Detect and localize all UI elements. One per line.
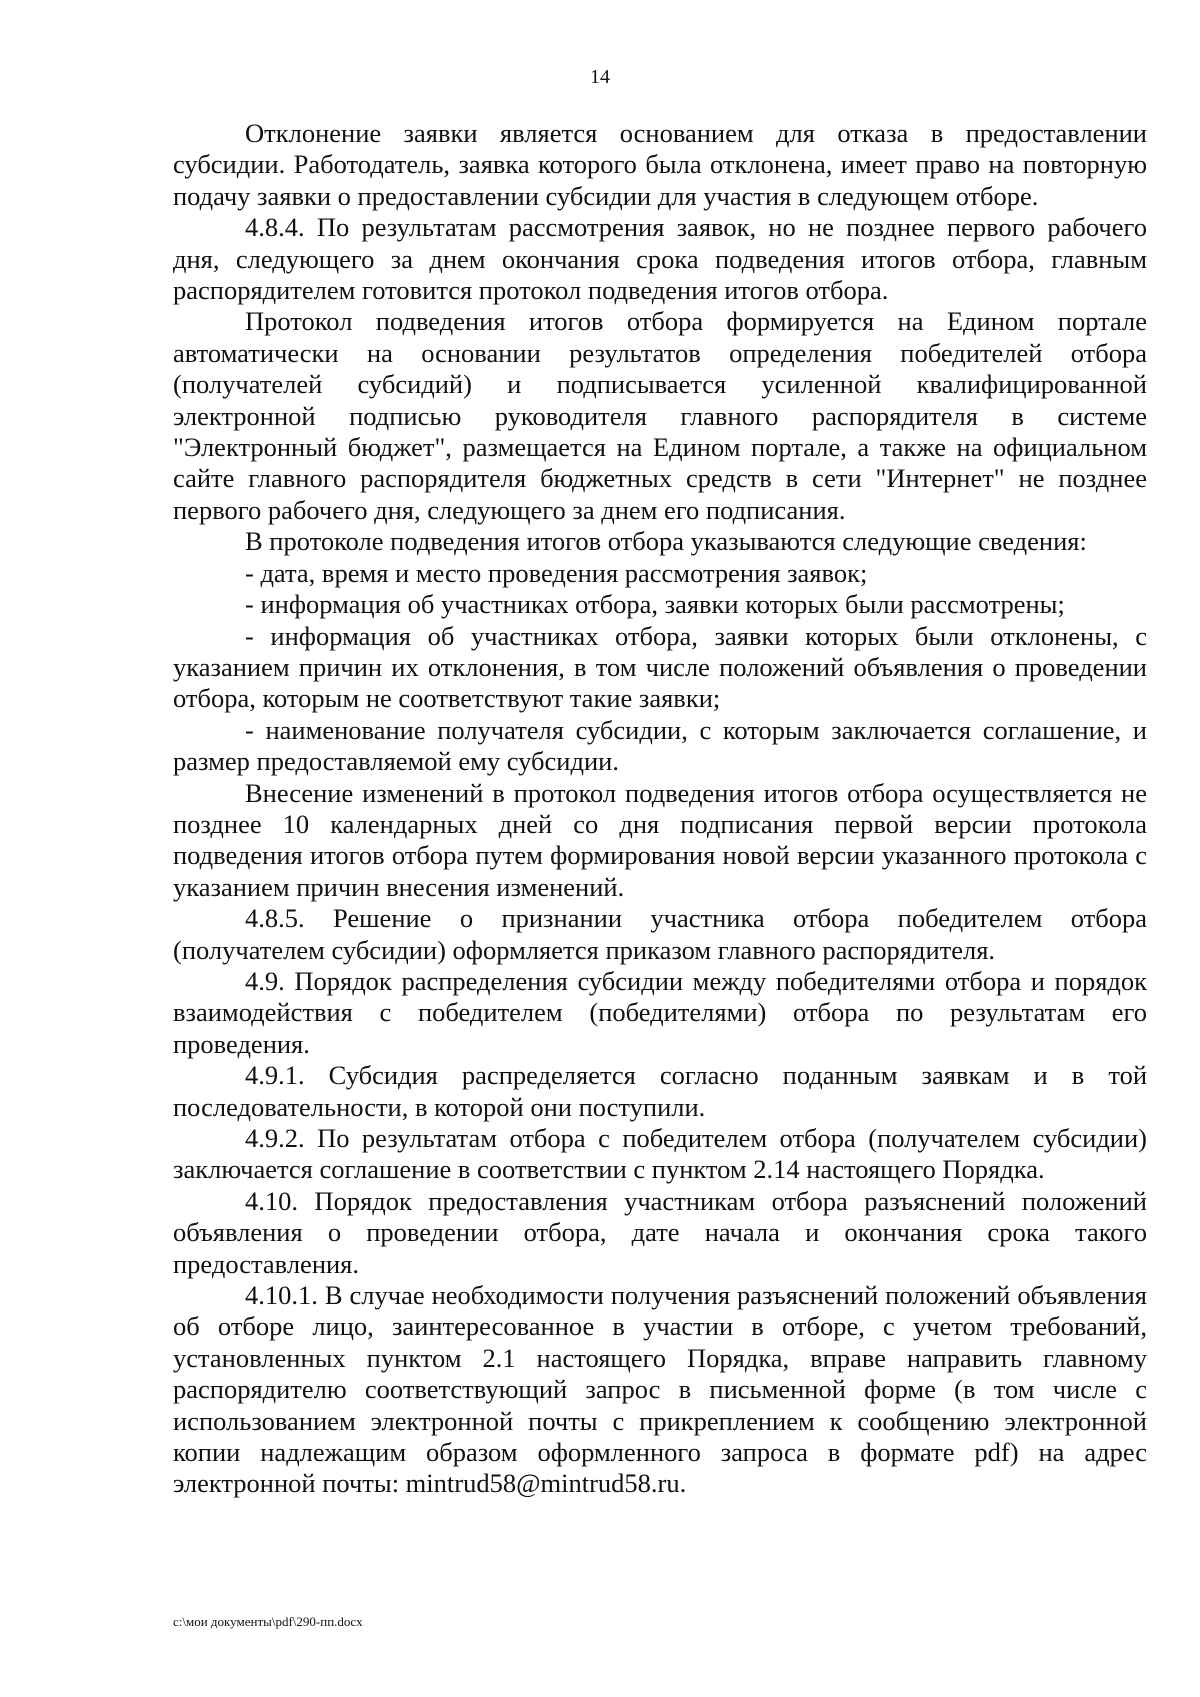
- paragraph-4-8-5: 4.8.5. Решение о признании участника отбора победителем отбора (получателем субсидии) оформляется приказом главного распорядителя.: [173, 903, 1147, 965]
- page-number: 14: [590, 66, 610, 88]
- paragraph-protocol-changes: Внесение изменений в протокол подведения итогов отбора осуществляется не позднее 10 календарных дней со дня подписания первой версии протокола подведения итогов отбора путем формирования новой версии указанного протокола с указанием причин внесения изменений.: [173, 777, 1147, 902]
- list-item-reviewed-participants: - информация об участниках отбора, заявки которых были рассмотрены;: [245, 589, 1065, 620]
- paragraph-4-9: 4.9. Порядок распределения субсидии между победителями отбора и порядок взаимодействия с победителем (победителями) отбора по результатам его проведения.: [173, 965, 1147, 1059]
- paragraph-4-9-1: 4.9.1. Субсидия распределяется согласно поданным заявкам и в той последовательности, в которой они поступили.: [173, 1060, 1147, 1122]
- document-body: [173, 118, 1147, 1500]
- paragraph-4-8-4: 4.8.4. По результатам рассмотрения заявок, но не позднее первого рабочего дня, следующего за днем окончания срока подведения итогов отбора, главным распорядителем готовится протокол подведения итогов отбора.: [173, 212, 1147, 306]
- list-item-date-time-place: - дата, время и место проведения рассмотрения заявок;: [245, 557, 868, 588]
- paragraph-protocol-formation: Протокол подведения итогов отбора формируется на Едином портале автоматически на основании результатов определения победителей отбора (получателей субсидий) и подписывается усиленной квалифицированной электронной подписью руководителя главного распорядителя в системе "Электронный бюджет", размещается на Едином портале, а также на официальном сайте главного распорядителя бюджетных средств в сети "Интернет" не позднее первого рабочего дня, следующего за днем его подписания.: [173, 306, 1147, 525]
- paragraph-protocol-contents: В протоколе подведения итогов отбора указываются следующие сведения:: [245, 526, 1087, 557]
- paragraph-4-10-1: 4.10.1. В случае необходимости получения разъяснений положений объявления об отборе лицо, заинтересованное в участии в отборе, с учетом требований, установленных пунктом 2.1 настоящего Порядка, вправе направить главному распорядителю соответствующий запрос в письменной форме (в том числе с использованием электронной почты с прикреплением к сообщению электронной копии надлежащим образом оформленного запроса в формате pdf) на адрес электронной почты: mintrud58@mintrud58.ru.: [173, 1280, 1147, 1499]
- paragraph-4-9-2: 4.9.2. По результатам отбора с победителем отбора (получателем субсидии) заключается соглашение в соответствии с пунктом 2.14 настоящего Порядка.: [173, 1123, 1147, 1185]
- paragraph-rejection-basis: Отклонение заявки является основанием для отказа в предоставлении субсидии. Работодатель, заявка которого была отклонена, имеет право на повторную подачу заявки о предоставлении субсидии для участия в следующем отборе.: [173, 118, 1147, 211]
- paragraph-4-10: 4.10. Порядок предоставления участникам отбора разъяснений положений объявления о проведении отбора, дате начала и окончания срока такого предоставления.: [173, 1185, 1147, 1279]
- list-item-rejected-participants: - информация об участниках отбора, заявки которых были отклонены, с указанием причин их отклонения, в том числе положений объявления о проведении отбора, которым не соответствуют такие заявки;: [173, 620, 1147, 714]
- footer-file-path: c:\мои документы\pdf\290-пп.docx: [173, 1614, 363, 1629]
- list-item-recipient-name: - наименование получателя субсидии, с которым заключается соглашение, и размер предоставляемой ему субсидии.: [173, 714, 1147, 777]
